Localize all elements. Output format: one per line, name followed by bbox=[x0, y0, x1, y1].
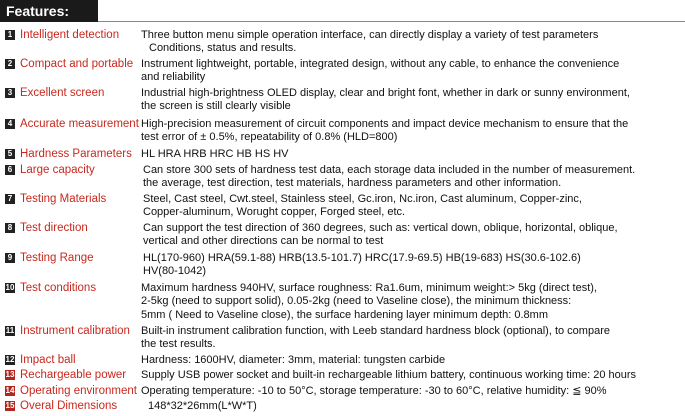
feature-description-line: 148*32*26mm(L*W*T) bbox=[148, 400, 257, 412]
feature-description bbox=[141, 29, 598, 56]
feature-description-line: Industrial high-brightness OLED display, clear and bright font, whether in dark or sunny environment, bbox=[141, 87, 630, 99]
feature-description-line: Three button menu simple operation interface, can directly display a variety of test parameters bbox=[141, 29, 599, 41]
feature-number-badge: 10 bbox=[5, 283, 15, 292]
feature-description-line: Instrument lightweight, portable, integrated design, without any cable, to enhance the convenience bbox=[141, 58, 620, 70]
feature-label: Testing Materials bbox=[20, 193, 107, 205]
feature-label: Test direction bbox=[20, 222, 88, 234]
feature-description-line: Can store 300 sets of hardness test data, each storage data included in the number of measurement. bbox=[143, 164, 636, 176]
feature-label: Testing Range bbox=[20, 252, 94, 264]
feature-label: Operating environment bbox=[20, 385, 137, 397]
feature-number-badge: 4 bbox=[5, 119, 15, 129]
feature-description-line: test error of ± 0.5%, repeatability of 0.8% (HLD=800) bbox=[141, 131, 398, 144]
feature-label: Test conditions bbox=[20, 282, 97, 294]
feature-number-badge: 13 bbox=[5, 370, 15, 379]
feature-label: Accurate measurement bbox=[20, 118, 139, 130]
feature-label: Impact ball bbox=[20, 354, 76, 366]
feature-description-line: the test results. bbox=[141, 338, 216, 351]
feature-description-line: the average, test direction, test materials, hardness parameters and other information. bbox=[143, 177, 562, 190]
feature-description-line: Can support the test direction of 360 degrees, such as: vertical down, oblique, horizontal, oblique, bbox=[143, 222, 618, 234]
feature-label: Rechargeable power bbox=[20, 369, 127, 381]
feature-label: Intelligent detection bbox=[20, 29, 120, 41]
feature-description bbox=[141, 87, 630, 114]
feature-description bbox=[141, 118, 628, 145]
feature-number-badge: 1 bbox=[5, 30, 15, 40]
feature-description bbox=[141, 369, 636, 382]
feature-description-line: 2-5kg (need to support solid), 0.05-2kg (need to Vaseline close), the minimum thickness: bbox=[141, 295, 572, 308]
feature-description-line: Maximum hardness 940HV, surface roughness: Ra1.6um, minimum weight:> 5kg (direct test), bbox=[141, 282, 597, 294]
feature-label: Compact and portable bbox=[20, 58, 134, 70]
feature-description-line: High-precision measurement of circuit components and impact device mechanism to ensure that the bbox=[141, 118, 629, 130]
features-title: Features: bbox=[0, 0, 98, 22]
feature-description bbox=[143, 164, 635, 191]
feature-description-line: vertical and other directions can be normal to test bbox=[143, 235, 384, 248]
feature-description-line: Supply USB power socket and built-in rechargeable lithium battery, continuous working time: 20 hours bbox=[141, 369, 637, 381]
title-divider bbox=[98, 21, 685, 22]
feature-number-badge: 2 bbox=[5, 59, 15, 69]
feature-description-line: the screen is still clearly visible bbox=[141, 100, 291, 113]
feature-number-badge: 7 bbox=[5, 194, 15, 204]
feature-description-line: Conditions, status and results. bbox=[149, 42, 297, 55]
feature-description bbox=[141, 325, 610, 352]
feature-number-badge: 15 bbox=[5, 401, 15, 410]
feature-description bbox=[141, 148, 289, 161]
feature-number-badge: 6 bbox=[5, 165, 15, 175]
feature-number-badge: 12 bbox=[5, 355, 15, 364]
feature-description-line: Operating temperature: -10 to 50°C, storage temperature: -30 to 60°C, relative humidity: ≦ 90% bbox=[141, 385, 607, 397]
feature-description-line: HL(170-960) HRA(59.1-88) HRB(13.5-101.7) HRC(17.9-69.5) HB(19-683) HS(30.6-102.6) bbox=[143, 252, 581, 264]
feature-label: Hardness Parameters bbox=[20, 148, 132, 160]
feature-description-line: and reliability bbox=[141, 71, 206, 84]
feature-number-badge: 5 bbox=[5, 149, 15, 159]
feature-number-badge: 11 bbox=[5, 326, 15, 335]
feature-number-badge: 3 bbox=[5, 88, 15, 98]
feature-label: Large capacity bbox=[20, 164, 95, 176]
feature-label: Excellent screen bbox=[20, 87, 105, 99]
feature-description-line: Built-in instrument calibration function, with Leeb standard hardness block (optional), to compare bbox=[141, 325, 610, 337]
feature-description bbox=[143, 222, 618, 249]
feature-description bbox=[141, 282, 597, 322]
feature-description bbox=[141, 58, 619, 85]
feature-number-badge: 9 bbox=[5, 253, 15, 263]
feature-description-line: Steel, Cast steel, Cwt.steel, Stainless steel, Gc.iron, Nc.iron, Cast aluminum, Copper-zinc, bbox=[143, 193, 582, 205]
feature-description-line: 5mm ( Need to Vaseline close), the surface hardening layer minimum depth: 0.8mm bbox=[141, 308, 548, 321]
feature-number-badge: 14 bbox=[5, 386, 15, 395]
feature-description bbox=[143, 252, 581, 279]
feature-description bbox=[148, 400, 257, 413]
feature-description bbox=[141, 385, 607, 398]
feature-description bbox=[143, 193, 582, 220]
feature-label: Overal Dimensions bbox=[20, 400, 118, 412]
feature-description-line: HL HRA HRB HRC HB HS HV bbox=[141, 148, 289, 160]
feature-description-line: Hardness: 1600HV, diameter: 3mm, material: tungsten carbide bbox=[141, 354, 446, 366]
feature-description-line: Copper-aluminum, Worught copper, Forged steel, etc. bbox=[143, 206, 406, 219]
feature-number-badge: 8 bbox=[5, 223, 15, 233]
feature-description bbox=[141, 354, 445, 367]
feature-description-line: HV(80-1042) bbox=[143, 265, 206, 278]
feature-label: Instrument calibration bbox=[20, 325, 130, 337]
